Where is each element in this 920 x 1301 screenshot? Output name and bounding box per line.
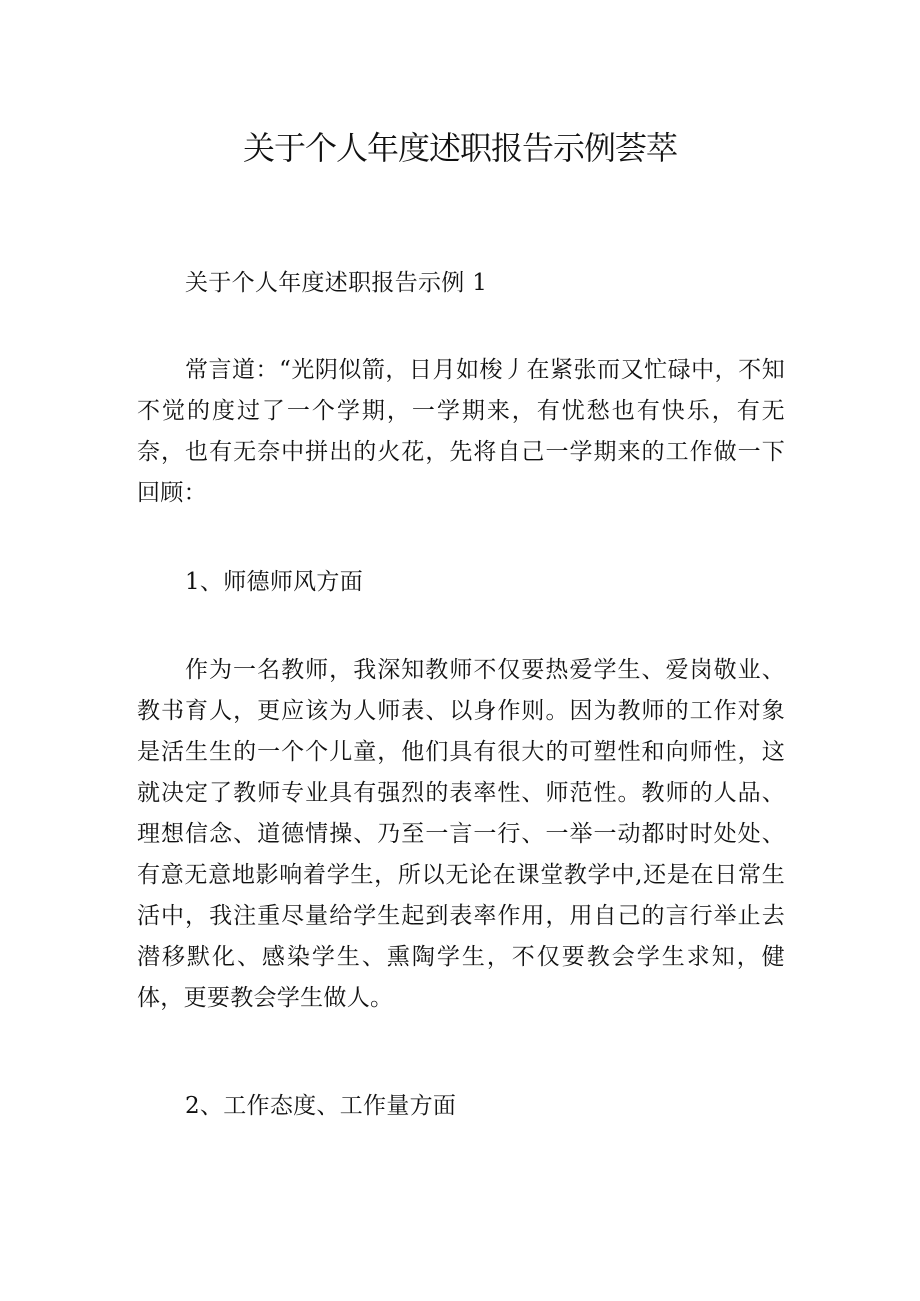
section-paragraph-1: 作为一名教师，我深知教师不仅要热爱学生、爱岗敬业、教书育人，更应该为人师表、以身作则。因为教师的工作对象是活生生的一个个儿童，他们具有很大的可塑性和向师性，这就决定了教师专业具有强烈的表率性、师范性。教师的人品、理想信念、道德情操、乃至一言一行、一举一动都时时处处、有意无意地影响着学生，所以无论在课堂教学中,还是在日常生活中，我注重尽量给学生起到表率作用，用自己的言行举止去潜移默化、感染学生、熏陶学生，不仅要教会学生求知，健体，更要教会学生做人。 <box>137 657 785 1011</box>
section-heading-1: 1、师德师风方面 <box>185 569 364 595</box>
section-subtitle: 关于个人年度述职报告示例 1 <box>185 270 488 296</box>
section-heading-2: 2、工作态度、工作量方面 <box>185 1093 457 1119</box>
intro-paragraph: 常言道：“光阴似箭，日月如梭丿在紧张而又忙碌中，不知不觉的度过了一个学期，一学期来，有忧愁也有快乐，有无奈，也有无奈中拼出的火花，先将自己一学期来的工作做一下回顾： <box>137 357 785 506</box>
document-title: 关于个人年度述职报告示例荟萃 <box>242 129 677 167</box>
